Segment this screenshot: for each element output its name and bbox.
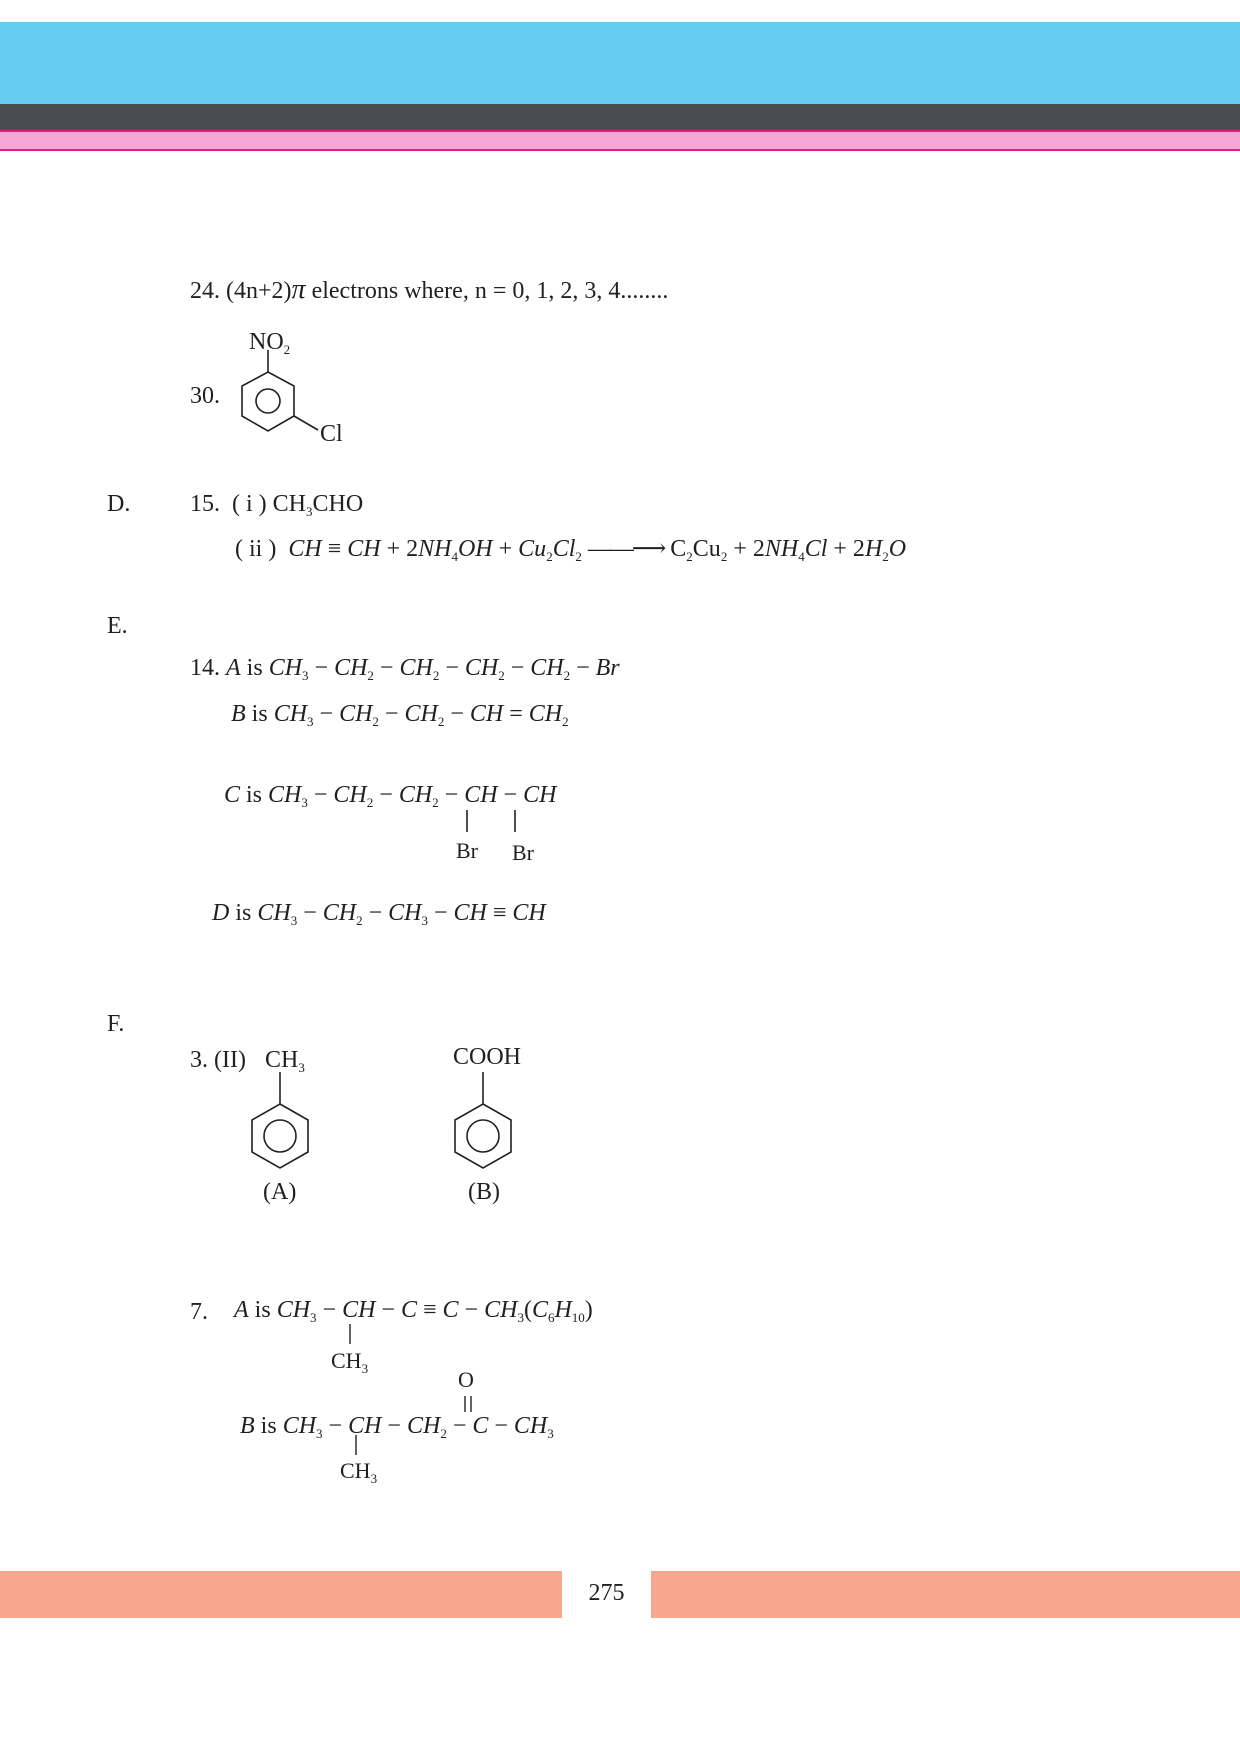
question-14-d: D is $CH_3 - CH_2 - CH_3$ − CH ≡ CH — [212, 900, 546, 928]
question-number-30: 30. — [190, 383, 220, 409]
carboxyl-group-label: COOH — [453, 1044, 522, 1070]
question-7-a: A is $CH_3$ − CH − $C \equiv C - CH_3(C_6H_{10})$ — [234, 1297, 593, 1325]
methyl-branch-b: $CH_3$ — [340, 1458, 378, 1486]
section-f-letter: F. — [107, 1011, 125, 1037]
section-e-letter: E. — [107, 613, 128, 639]
question-15: 15. ( i ) $CH_3CHO$ — [190, 491, 364, 519]
pi-symbol: π — [291, 274, 306, 305]
compound-a-label: (A) — [263, 1179, 297, 1205]
equation-ii: ( ii ) CH ≡ CH + $2NH_4OH + Cu_2Cl_2$ ——⟶ $C_2Cu_2 + 2NH_4Cl + 2H_2O$ — [235, 536, 907, 564]
methyl-group-label: $CH_3$ — [265, 1047, 305, 1075]
question-3-number: 3. (II) — [190, 1047, 246, 1073]
question-number: 24. — [190, 278, 220, 304]
question-7-number: 7. — [190, 1299, 208, 1325]
bromine-label-2: Br — [512, 840, 534, 865]
carbonyl-oxygen-label: O — [458, 1367, 474, 1392]
question-14-a: 14. A is $CH_3 - CH_2 - CH_2 - CH_2 - CH_2 - Br$ — [190, 655, 620, 683]
question-14-c: C is $CH_3 - CH_2 - CH_2$ − CH − CH — [224, 782, 557, 810]
nitro-group-label: $NO_2$ — [249, 329, 291, 357]
section-d-letter: D. — [107, 491, 131, 517]
bromine-label-1: Br — [456, 838, 478, 863]
compound-b-label: (B) — [468, 1179, 500, 1205]
question-14-b: B is $CH_3 - CH_2 - CH_2$ − CH = $CH_2$ — [231, 701, 569, 729]
footer-band-left — [0, 1571, 562, 1618]
footer-band-right — [651, 1571, 1240, 1618]
methyl-branch-a: $CH_3$ — [331, 1348, 369, 1376]
formula: (4n+2) — [226, 278, 292, 304]
question-7-b: B is $CH_3$ − CH − $CH_2 - C - CH_3$ — [240, 1413, 554, 1441]
page-number: 275 — [588, 1580, 625, 1606]
chloro-group-label: Cl — [320, 421, 343, 447]
question-text: electrons where, n = 0, 1, 2, 3, 4........ — [311, 278, 669, 304]
